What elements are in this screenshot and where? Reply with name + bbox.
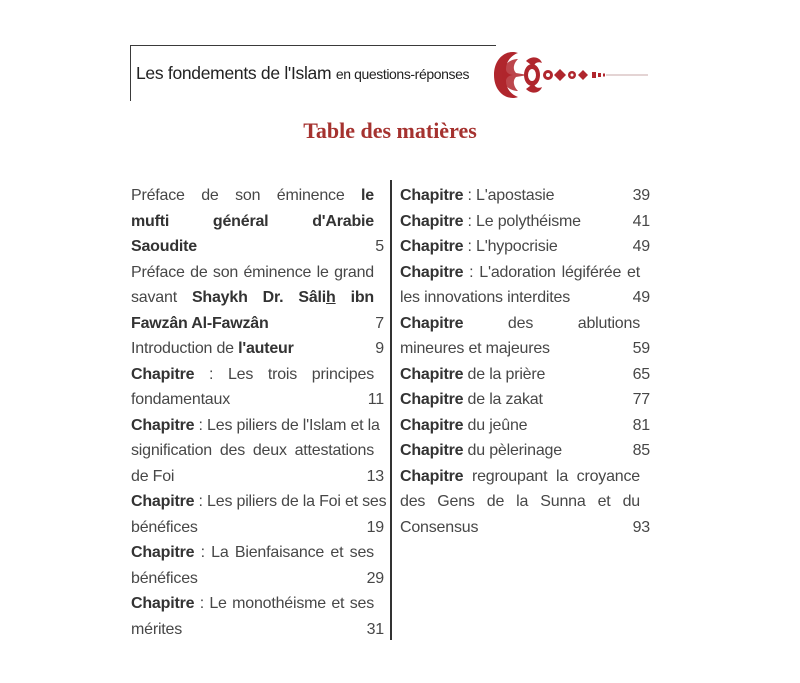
toc-entry[interactable] xyxy=(400,387,650,413)
entry-bold: ibn xyxy=(335,289,375,306)
chapter-keyword: Chapitre xyxy=(400,365,464,383)
page-number: 49 xyxy=(632,289,650,306)
entry-text: de Foi xyxy=(131,467,175,485)
page-number: 9 xyxy=(375,340,384,357)
page-number: 31 xyxy=(366,620,384,638)
chapter-keyword: Chapitre xyxy=(400,238,464,255)
entry-text: savant xyxy=(131,289,192,306)
entry-text: : La Bienfaisance et ses xyxy=(194,544,374,561)
chapter-keyword: Chapitre xyxy=(131,493,195,510)
entry-text: mérites xyxy=(131,620,183,638)
page-header xyxy=(130,45,650,100)
entry-text: : Les piliers de l'Islam et la xyxy=(194,416,380,434)
page-number: 29 xyxy=(366,569,384,587)
book-title-main: Les fondements de l'Islam xyxy=(136,63,332,83)
toc-entry[interactable] xyxy=(131,413,384,490)
page-number: 19 xyxy=(366,518,384,536)
column-divider xyxy=(390,180,392,640)
toc-entry[interactable] xyxy=(131,591,384,642)
entry-bold-underlined: h xyxy=(326,289,336,306)
page-number: 85 xyxy=(632,442,650,459)
chapter-keyword: Chapitre xyxy=(400,442,464,459)
entry-text: bénéfices xyxy=(131,518,198,536)
entry-text: : Les trois principes xyxy=(194,365,374,383)
book-title-sub: en questions-réponses xyxy=(335,66,470,82)
entry-text: : L'hypocrisie xyxy=(463,238,558,255)
chapter-keyword: Chapitre xyxy=(131,416,195,434)
toc-entry[interactable] xyxy=(400,464,650,541)
entry-text: Préface de son éminence xyxy=(131,187,362,204)
chapter-keyword: Chapitre xyxy=(131,544,195,561)
entry-text: Saoudite xyxy=(131,238,197,255)
toc-entry[interactable] xyxy=(131,362,384,413)
entry-text: du jeûne xyxy=(463,416,528,434)
arabesque-ornament-icon xyxy=(488,47,648,103)
entry-text: mufti général d'Arabie xyxy=(131,212,374,230)
page-number: 39 xyxy=(632,187,650,204)
entry-text: Introduction de xyxy=(131,340,239,357)
entry-text: les innovations interdites xyxy=(400,289,571,306)
entry-bold: Shaykh Dr. Sâli xyxy=(191,289,327,306)
entry-text: Fawzân Al-Fawzân xyxy=(131,314,269,332)
page-number: 49 xyxy=(632,238,650,255)
page-number: 5 xyxy=(375,238,384,255)
page-number: 59 xyxy=(632,340,650,357)
entry-text: : Le monothéisme et ses xyxy=(194,595,374,612)
entry-text: bénéfices xyxy=(131,569,198,587)
entry-text: mineures et majeures xyxy=(400,340,550,357)
toc-entry[interactable] xyxy=(400,413,650,439)
chapter-keyword: Chapitre xyxy=(400,314,464,332)
entry-text: : L'apostasie xyxy=(463,187,555,204)
entry-text: : Le polythéisme xyxy=(463,212,581,230)
chapter-keyword: Chapitre xyxy=(131,365,195,383)
page-title: Table des matières xyxy=(303,118,477,143)
chapter-keyword: Chapitre xyxy=(400,263,464,281)
toc-entry[interactable] xyxy=(400,311,650,362)
chapter-keyword: Chapitre xyxy=(400,416,464,434)
entry-bold: l'auteur xyxy=(238,340,294,357)
book-title xyxy=(136,63,469,84)
toc-entry[interactable] xyxy=(131,260,384,337)
entry-text: des Gens de la Sunna et du xyxy=(400,493,640,510)
page-number: 13 xyxy=(366,467,384,485)
entry-text: : Les piliers de la Foi et ses xyxy=(194,493,387,510)
chapter-keyword: Chapitre xyxy=(131,595,195,612)
page-number: 93 xyxy=(632,518,650,536)
toc-entry[interactable] xyxy=(131,489,387,540)
entry-text: fondamentaux xyxy=(131,391,231,408)
entry-text: signification des deux attestations xyxy=(131,442,374,459)
entry-text: : L'adoration légiférée et xyxy=(463,263,640,281)
page-number: 65 xyxy=(632,365,650,383)
page-number: 81 xyxy=(632,416,650,434)
page-number: 41 xyxy=(632,212,650,230)
toc-left-column xyxy=(131,183,387,642)
entry-text: des ablutions xyxy=(463,314,640,332)
toc-entry[interactable] xyxy=(131,336,384,362)
toc-entry[interactable] xyxy=(400,260,650,311)
entry-text: regroupant la croyance xyxy=(463,467,640,485)
toc-right-column xyxy=(400,183,650,540)
toc-entry[interactable] xyxy=(400,209,650,235)
entry-text: Consensus xyxy=(400,518,479,536)
chapter-keyword: Chapitre xyxy=(400,467,464,485)
entry-text: du pèlerinage xyxy=(463,442,562,459)
entry-text: de la prière xyxy=(463,365,546,383)
toc-entry[interactable] xyxy=(131,540,384,591)
page-number: 11 xyxy=(367,391,384,408)
toc-entry[interactable] xyxy=(400,438,650,464)
chapter-keyword: Chapitre xyxy=(400,187,464,204)
toc-entry[interactable] xyxy=(400,183,650,209)
toc-entry[interactable] xyxy=(131,183,384,260)
entry-bold: le xyxy=(361,187,374,204)
chapter-keyword: Chapitre xyxy=(400,391,464,408)
entry-text: Préface de son éminence le grand xyxy=(131,263,374,281)
toc-entry[interactable] xyxy=(400,234,650,260)
toc-entry[interactable] xyxy=(400,362,650,388)
page-number: 77 xyxy=(632,391,650,408)
entry-text: de la zakat xyxy=(463,391,543,408)
chapter-keyword: Chapitre xyxy=(400,212,464,230)
page-number: 7 xyxy=(375,314,384,332)
